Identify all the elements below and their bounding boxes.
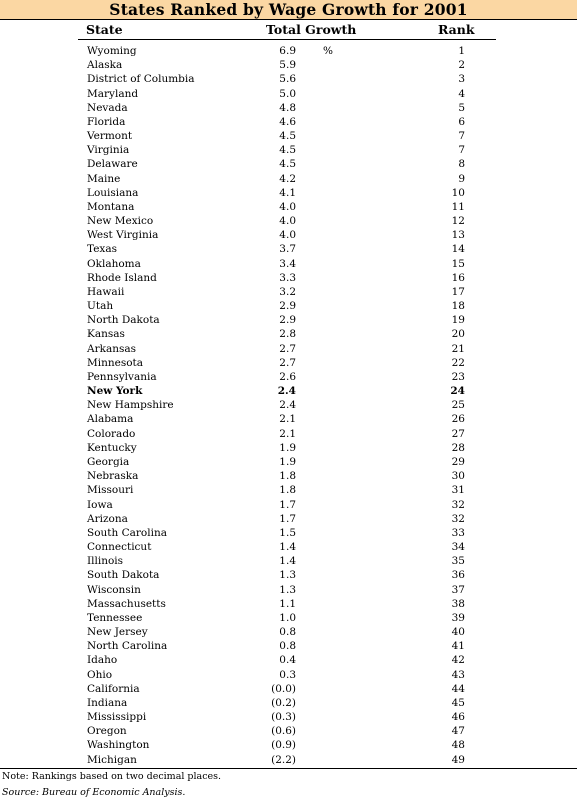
rank-cell: 32 [451,498,465,511]
state-cell: Alaska [87,59,123,72]
table-row [0,257,577,271]
rank-cell: 33 [451,526,465,539]
table-row [0,285,577,299]
growth-cell: 1.3 [279,583,296,596]
state-cell: California [87,682,140,695]
header-divider [78,39,496,40]
rank-cell: 16 [451,271,465,284]
rank-cell: 26 [451,413,465,426]
rank-cell: 22 [451,356,465,369]
footnote: Note: Rankings based on two decimal places. [2,771,222,782]
table-row [0,356,577,370]
state-cell: Washington [87,739,150,752]
rank-cell: 44 [451,682,465,695]
rank-cell: 8 [458,158,465,171]
state-cell: Missouri [87,484,134,497]
table-row [0,668,577,682]
growth-cell: 2.7 [279,356,296,369]
growth-cell: (0.6) [271,725,296,738]
rank-cell: 7 [458,130,465,143]
state-cell: North Carolina [87,640,168,653]
growth-cell: 4.6 [279,115,296,128]
growth-cell: 3.2 [279,285,296,298]
growth-cell: (0.2) [271,696,296,709]
growth-cell: 2.6 [279,370,296,383]
growth-cell: 1.5 [279,526,296,539]
table-row [0,724,577,738]
rank-cell: 25 [451,399,465,412]
source-note: Source: Bureau of Economic Analysis. [2,787,186,798]
rank-cell: 35 [451,555,465,568]
growth-cell: 0.4 [279,654,296,667]
growth-cell: 4.5 [279,130,296,143]
table-row [0,639,577,653]
state-cell: Iowa [87,498,113,511]
footer-divider [0,768,577,769]
state-cell: Vermont [87,130,133,143]
growth-cell: 4.0 [279,200,296,213]
rank-cell: 42 [451,654,465,667]
state-cell: Kentucky [87,441,137,454]
state-cell: Michigan [87,753,137,766]
state-cell: Nevada [87,101,128,114]
state-cell: Kansas [87,328,125,341]
state-cell: Massachusetts [87,597,166,610]
table-row [0,129,577,143]
growth-cell: 3.7 [279,243,296,256]
rank-cell: 34 [451,541,465,554]
table-row [0,554,577,568]
growth-cell: 5.9 [279,59,296,72]
table-row [0,427,577,441]
rank-cell: 10 [451,186,465,199]
table-row [0,214,577,228]
state-cell: South Dakota [87,569,160,582]
rank-cell: 48 [451,739,465,752]
growth-cell: 1.1 [279,597,296,610]
page-title: States Ranked by Wage Growth for 2001 [109,0,468,19]
growth-cell: 4.0 [279,215,296,228]
rank-cell: 6 [458,115,465,128]
state-cell: Florida [87,115,126,128]
growth-cell: 2.1 [279,413,296,426]
state-cell: District of Columbia [87,73,195,86]
state-cell: New Jersey [87,626,148,639]
table-row [0,753,577,767]
growth-cell: 1.7 [279,512,296,525]
growth-cell: 0.3 [279,668,296,681]
state-cell: Montana [87,200,135,213]
table-row [0,157,577,171]
rank-cell: 29 [451,455,465,468]
state-cell: New Mexico [87,215,154,228]
state-cell: Wisconsin [87,583,141,596]
growth-cell: 1.9 [279,455,296,468]
growth-cell: 2.8 [279,328,296,341]
state-cell: Indiana [87,696,128,709]
growth-cell: 4.5 [279,158,296,171]
growth-cell: 5.0 [279,87,296,100]
state-cell: Virginia [87,144,130,157]
rank-cell: 9 [458,172,465,185]
table-row [0,228,577,242]
rank-cell: 5 [458,101,465,114]
table-row [0,696,577,710]
table-row [0,526,577,540]
state-cell: Connecticut [87,541,152,554]
rank-cell: 40 [451,626,465,639]
growth-cell: 1.3 [279,569,296,582]
state-cell: Wyoming [87,45,137,57]
state-cell: North Dakota [87,314,160,327]
state-cell: Ohio [87,668,113,681]
rank-cell: 12 [451,215,465,228]
table-row [0,200,577,214]
table-row [0,568,577,582]
growth-cell: 3.3 [279,271,296,284]
rank-cell: 4 [458,87,465,100]
rank-cell: 36 [451,569,465,582]
growth-cell: 2.4 [279,399,296,412]
state-cell: Arizona [87,512,128,525]
table-row [0,512,577,526]
table-row [0,682,577,696]
table-row [0,653,577,667]
state-cell: Alabama [87,413,134,426]
table-row [0,72,577,86]
table-row [0,87,577,101]
state-cell: Oklahoma [87,257,141,270]
rank-cell: 21 [451,342,465,355]
rank-cell: 31 [451,484,465,497]
table-row [0,738,577,752]
rank-cell: 7 [458,144,465,157]
state-cell: New York [87,385,143,398]
growth-cell: (2.2) [271,753,296,766]
growth-cell: 1.0 [279,611,296,624]
rank-cell: 49 [451,753,465,766]
rank-cell: 13 [451,229,465,242]
state-cell: Rhode Island [87,271,157,284]
state-cell: Maryland [87,87,139,100]
state-cell: Hawaii [87,285,125,298]
table-row [0,483,577,497]
table-row [0,625,577,639]
state-cell: Delaware [87,158,138,171]
unit-label: % [323,45,333,57]
rank-cell: 43 [451,668,465,681]
rank-cell: 19 [451,314,465,327]
state-cell: Arkansas [87,342,137,355]
state-cell: Louisiana [87,186,139,199]
table-header [0,22,577,38]
column-header-growth: Total Growth [266,22,357,37]
rank-cell: 47 [451,725,465,738]
rank-cell: 17 [451,285,465,298]
rank-cell: 32 [451,512,465,525]
state-cell: Colorado [87,427,136,440]
table-row [0,115,577,129]
growth-cell: 1.7 [279,498,296,511]
growth-cell: 4.0 [279,229,296,242]
growth-cell: (0.9) [271,739,296,752]
growth-cell: 0.8 [279,626,296,639]
rank-cell: 3 [458,73,465,86]
table-row [0,101,577,115]
rank-cell: 23 [451,370,465,383]
table-row [0,384,577,398]
table-row [0,242,577,256]
growth-cell: 1.4 [279,555,296,568]
rank-cell: 45 [451,696,465,709]
growth-cell: 4.1 [279,186,296,199]
table-row [0,540,577,554]
growth-cell: (0.3) [271,711,296,724]
table-row [0,710,577,724]
rank-cell: 15 [451,257,465,270]
rank-cell: 41 [451,640,465,653]
growth-cell: 4.8 [279,101,296,114]
growth-cell: 2.7 [279,342,296,355]
table-row [0,597,577,611]
rank-cell: 14 [451,243,465,256]
rank-cell: 38 [451,597,465,610]
rank-cell: 24 [450,385,465,398]
growth-cell: 1.8 [279,484,296,497]
growth-cell: 5.6 [279,73,296,86]
table-row [0,299,577,313]
table-row [0,412,577,426]
rank-cell: 27 [451,427,465,440]
state-cell: Illinois [87,555,124,568]
column-header-rank: Rank [438,22,475,37]
table-row [0,583,577,597]
state-cell: Maine [87,172,121,185]
growth-cell: 2.1 [279,427,296,440]
state-cell: Idaho [87,654,118,667]
state-cell: Georgia [87,455,130,468]
table-body [0,44,577,767]
rank-cell: 11 [451,200,465,213]
state-cell: Pennsylvania [87,370,157,383]
table-row [0,58,577,72]
growth-cell: 6.9 [279,45,296,57]
table-row [0,441,577,455]
state-cell: Nebraska [87,470,139,483]
growth-cell: (0.0) [271,682,296,695]
table-row [0,313,577,327]
table-row [0,271,577,285]
rank-cell: 46 [451,711,465,724]
table-row [0,455,577,469]
state-cell: South Carolina [87,526,167,539]
growth-cell: 2.4 [277,385,296,398]
title-bar [0,0,577,20]
state-cell: Mississippi [87,711,147,724]
growth-cell: 0.8 [279,640,296,653]
rank-cell: 28 [451,441,465,454]
rank-cell: 2 [458,59,465,72]
state-cell: West Virginia [87,229,159,242]
table-row [0,172,577,186]
table-row [0,370,577,384]
growth-cell: 2.9 [279,314,296,327]
table-row [0,327,577,341]
state-cell: Tennessee [87,611,143,624]
table-row [0,611,577,625]
rank-cell: 30 [451,470,465,483]
table-row [0,186,577,200]
table-row [0,342,577,356]
state-cell: Texas [87,243,117,256]
state-cell: Oregon [87,725,127,738]
table-row [0,469,577,483]
growth-cell: 1.4 [279,541,296,554]
rank-cell: 20 [451,328,465,341]
table-row [0,44,577,58]
growth-cell: 4.5 [279,144,296,157]
growth-cell: 2.9 [279,300,296,313]
table-row [0,498,577,512]
growth-cell: 1.8 [279,470,296,483]
rank-cell: 39 [451,611,465,624]
growth-cell: 3.4 [279,257,296,270]
state-cell: New Hampshire [87,399,174,412]
table-row [0,143,577,157]
column-header-state: State [86,22,123,37]
table-row [0,398,577,412]
growth-cell: 1.9 [279,441,296,454]
rank-cell: 18 [451,300,465,313]
rank-cell: 1 [458,45,465,57]
state-cell: Utah [87,300,114,313]
growth-cell: 4.2 [279,172,296,185]
rank-cell: 37 [451,583,465,596]
state-cell: Minnesota [87,356,144,369]
